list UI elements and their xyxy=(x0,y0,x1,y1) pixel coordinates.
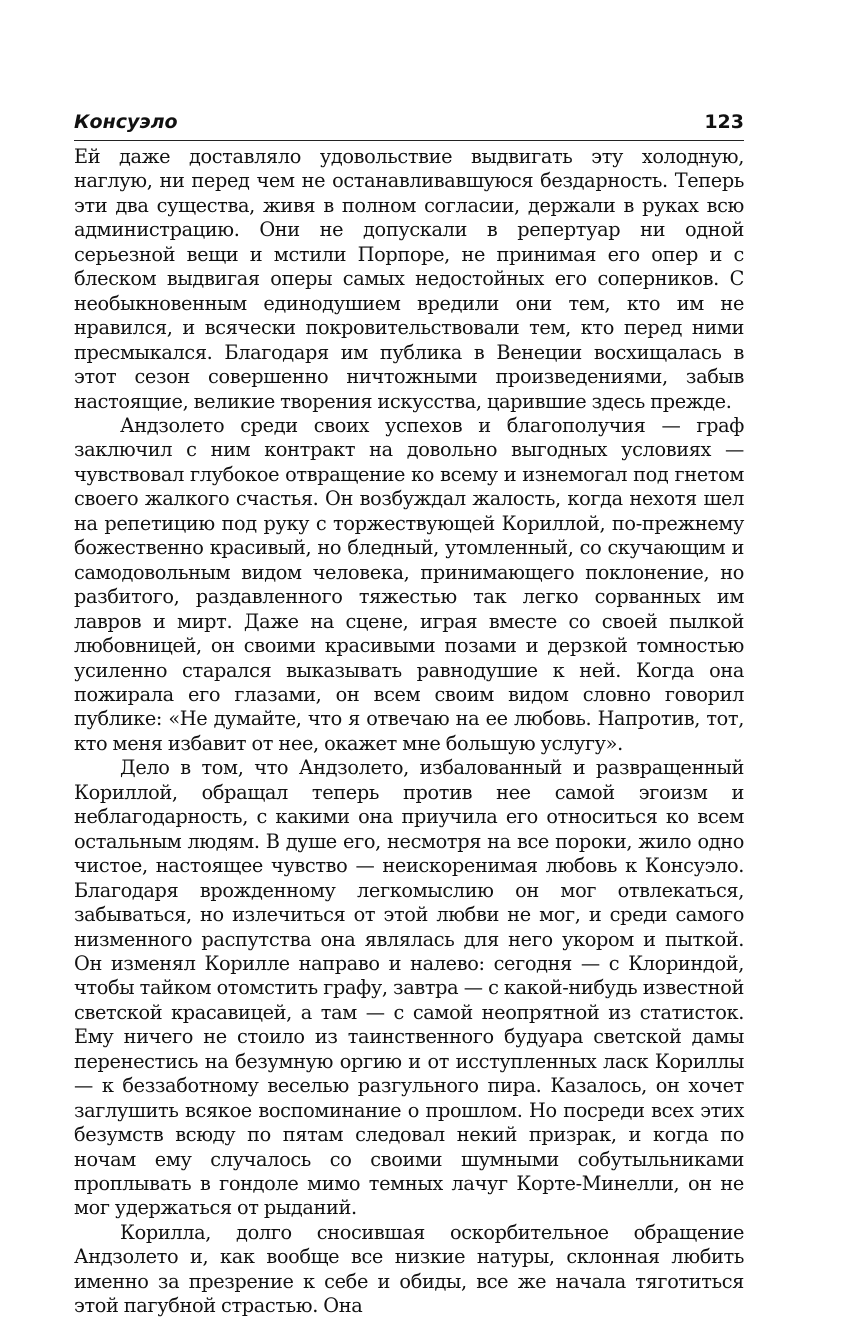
paragraph-4: Корилла, долго сносившая оскорбительное обращение Андзолето и, как вообще все низкие натуры, склонная любить именно за презрение к себе и обиды, все же начала тяготиться этой пагубной страстью. Она xyxy=(74,1220,744,1318)
paragraph-2: Андзолето среди своих успехов и благополучия — граф заключил с ним контракт на довольно выгодных условиях — чувствовал глубокое отвращение ко всему и изнемогал под гнетом своего жалкого счастья. Он возбуждал жалость, когда нехотя шел на репетицию под руку с торжествующей Кориллой, по-прежнему божественно красивый, но бледный, утомленный, со скучающим и самодовольным видом человека, принимающего поклонение, но разбитого, раздавленного тяжестью так легко сорванных им лавров и мирт. Даже на сцене, играя вместе со своей пылкой любовницей, он своими красивыми позами и дерзкой томностью усиленно старался выказывать равнодушие к ней. Когда она пожирала его глазами, он всем своим видом словно говорил публике: «Не думайте, что я отвечаю на ее любовь. Напротив, тот, кто меня избавит от нее, окажет мне большую услугу». xyxy=(74,413,744,755)
page-number: 123 xyxy=(704,111,744,133)
running-header xyxy=(74,110,744,134)
paragraph-3: Дело в том, что Андзолето, избалованный и развращенный Кориллой, обращал теперь против нее самой эгоизм и неблагодарность, с какими она приучила его относиться ко всем остальным людям. В душе его, несмотря на все пороки, жило одно чистое, настоящее чувство — неискоренимая любовь к Консуэло. Благодаря врожденному легкомыслию он мог отвлекаться, забываться, но излечиться от этой любви не мог, и среди самого низменного распутства она являлась для него укором и пыткой. Он изменял Корилле направо и налево: сегодня — с Клориндой, чтобы тайком отомстить графу, завтра — с какой-нибудь известной светской красавицей, а там — с самой неопрятной из статисток. Ему ничего не стоило из таинственного будуара светской дамы перенестись на безумную оргию и от исступленных ласк Кориллы — к беззаботному веселью разгульного пира. Казалось, он хочет заглушить всякое воспоминание о прошлом. Но посреди всех этих безумств всюду по пятам следовал некий призрак, и когда по ночам ему случалось со своими шумными собутыльниками проплывать в гондоле мимо темных лачуг Корте-Минелли, он не мог удержаться от рыданий. xyxy=(74,756,744,1220)
body-text xyxy=(74,145,744,1319)
paragraph-1: Ей даже доставляло удовольствие выдвигать эту холодную, наглую, ни перед чем не останавливавшуюся бездарность. Теперь эти два существа, живя в полном согласии, держали в руках всю администрацию. Они не допускали в репертуар ни одной серьезной вещи и мстили Порпоре, не принимая его опер и с блеском выдвигая оперы самых недостойных его соперников. С необыкновенным единодушием вредили они тем, кто им не нравился, и всячески покровительствовали тем, кто перед ними пресмыкался. Благодаря им публика в Венеции восхищалась в этот сезон совершенно ничтожными произведениями, забыв настоящие, великие творения искусства, царившие здесь прежде. xyxy=(74,145,744,413)
running-title: Консуэло xyxy=(74,111,178,133)
header-rule xyxy=(74,140,744,141)
